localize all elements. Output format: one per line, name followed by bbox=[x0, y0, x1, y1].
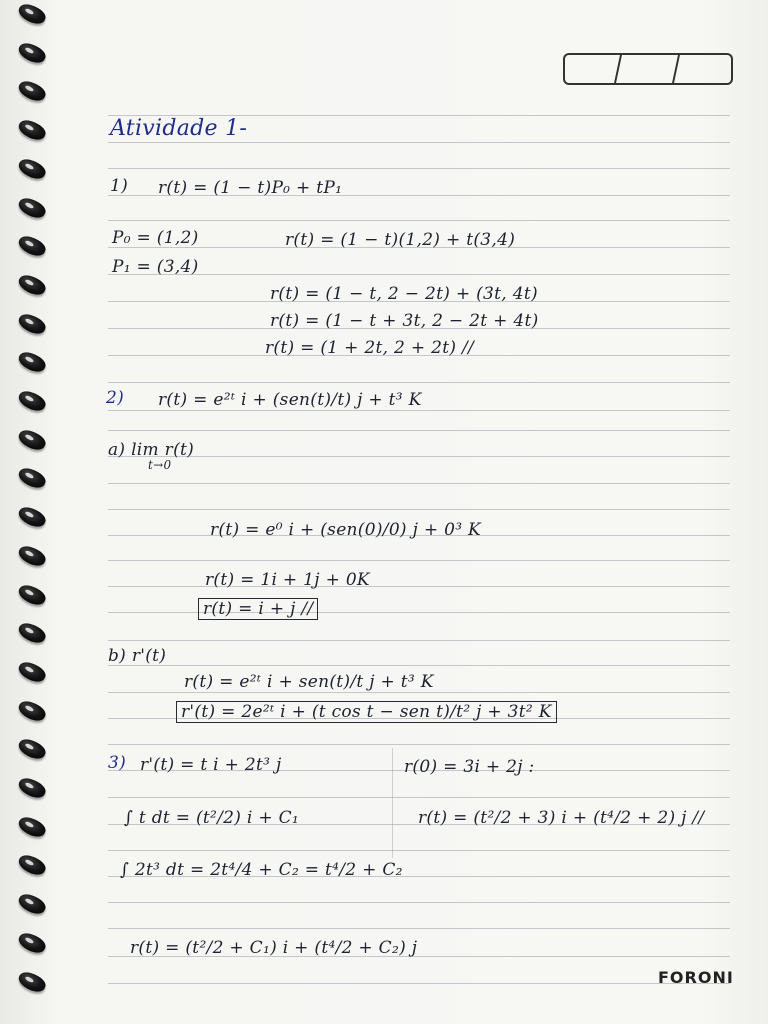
math-line-p0: P₀ = (1,2) bbox=[112, 228, 199, 248]
ruled-line bbox=[108, 744, 730, 745]
math-line-q3-label: 3) bbox=[108, 753, 127, 773]
math-line-q3-answer: r(t) = (t²/2 + 3) i + (t⁴/2 + 2) j // bbox=[418, 808, 705, 828]
spiral-ring bbox=[16, 581, 48, 608]
ruled-line bbox=[108, 665, 730, 666]
spiral-ring bbox=[16, 426, 48, 453]
spiral-ring bbox=[16, 271, 48, 298]
math-line-q2a-limsub: t→0 bbox=[148, 458, 172, 472]
ruled-line bbox=[108, 382, 730, 383]
ruled-line bbox=[108, 509, 730, 510]
ruled-line bbox=[108, 560, 730, 561]
spiral-ring bbox=[16, 465, 48, 492]
ruled-line bbox=[108, 850, 730, 851]
date-separator bbox=[672, 55, 680, 83]
math-line-q1-sub: r(t) = (1 − t)(1,2) + t(3,4) bbox=[285, 230, 516, 250]
ruled-line bbox=[108, 142, 730, 143]
math-line-q1-formula: r(t) = (1 − t)P₀ + tP₁ bbox=[158, 178, 343, 198]
spiral-ring bbox=[16, 0, 48, 27]
spiral-ring bbox=[16, 116, 48, 143]
ruled-line bbox=[108, 983, 730, 984]
ruled-line bbox=[108, 220, 730, 221]
ruled-line bbox=[108, 928, 730, 929]
math-line-q1-step1: r(t) = (1 − t, 2 − 2t) + (3t, 4t) bbox=[270, 284, 538, 304]
math-line-q3-int1: ∫ t dt = (t²/2) i + C₁ bbox=[124, 808, 300, 828]
math-line-q2b-step1: r(t) = e²ᵗ i + sen(t)/t j + t³ K bbox=[184, 672, 434, 692]
math-line-p1: P₁ = (3,4) bbox=[112, 257, 199, 277]
spiral-ring bbox=[16, 194, 48, 221]
spiral-ring bbox=[16, 697, 48, 724]
page-heading: Atividade 1- bbox=[110, 116, 248, 141]
spiral-binding bbox=[14, 0, 54, 1024]
spiral-ring bbox=[16, 349, 48, 376]
spiral-ring bbox=[16, 78, 48, 105]
math-line-q3-formula: r'(t) = t i + 2t³ j bbox=[140, 755, 282, 775]
spiral-ring bbox=[16, 542, 48, 569]
spiral-ring bbox=[16, 310, 48, 337]
spiral-ring bbox=[16, 968, 48, 995]
spiral-ring bbox=[16, 503, 48, 530]
spiral-ring bbox=[16, 658, 48, 685]
math-line-q3-ic: r(0) = 3i + 2j : bbox=[404, 757, 535, 777]
ruled-line bbox=[108, 640, 730, 641]
spiral-ring bbox=[16, 774, 48, 801]
ruled-line bbox=[108, 586, 730, 587]
math-line-q1-label: 1) bbox=[110, 176, 129, 196]
spiral-ring bbox=[16, 155, 48, 182]
math-line-q2a-step2: r(t) = 1i + 1j + 0K bbox=[205, 570, 370, 590]
spiral-ring bbox=[16, 813, 48, 840]
math-line-q3-int2: ∫ 2t³ dt = 2t⁴/4 + C₂ = t⁴/2 + C₂ bbox=[120, 860, 403, 880]
ruled-line bbox=[108, 692, 730, 693]
spiral-ring bbox=[16, 233, 48, 260]
spiral-ring bbox=[16, 736, 48, 763]
math-line-q2-label: 2) bbox=[106, 388, 125, 408]
spiral-ring bbox=[16, 852, 48, 879]
math-line-q2-formula: r(t) = e²ᵗ i + (sen(t)/t) j + t³ K bbox=[158, 390, 422, 410]
math-line-q1-result: r(t) = (1 + 2t, 2 + 2t) // bbox=[265, 338, 475, 358]
column-divider bbox=[392, 748, 393, 858]
math-line-q2b-result: r'(t) = 2e²ᵗ i + (t cos t − sen t)/t² j + 3t² K bbox=[176, 701, 557, 723]
ruled-line bbox=[108, 797, 730, 798]
brand-logo: FORONI bbox=[658, 968, 734, 987]
ruled-line bbox=[108, 168, 730, 169]
ruled-line bbox=[108, 902, 730, 903]
math-line-q2a-label: a) lim r(t) bbox=[108, 440, 195, 460]
spiral-ring bbox=[16, 890, 48, 917]
date-box bbox=[563, 53, 733, 85]
ruled-line bbox=[108, 483, 730, 484]
math-line-q2a-result: r(t) = i + j // bbox=[198, 598, 318, 620]
ruled-line bbox=[108, 430, 730, 431]
spiral-ring bbox=[16, 387, 48, 414]
math-line-q2b-label: b) r'(t) bbox=[108, 646, 167, 666]
date-separator bbox=[614, 55, 622, 83]
math-line-q2a-step1: r(t) = e⁰ i + (sen(0)/0) j + 0³ K bbox=[210, 520, 482, 540]
ruled-line bbox=[108, 456, 730, 457]
ruled-line bbox=[108, 274, 730, 275]
math-line-q1-step2: r(t) = (1 − t + 3t, 2 − 2t + 4t) bbox=[270, 311, 539, 331]
spiral-ring bbox=[16, 39, 48, 66]
ruled-line bbox=[108, 410, 730, 411]
math-line-q3-general: r(t) = (t²/2 + C₁) i + (t⁴/2 + C₂) j bbox=[130, 938, 418, 958]
spiral-ring bbox=[16, 620, 48, 647]
spiral-ring bbox=[16, 929, 48, 956]
